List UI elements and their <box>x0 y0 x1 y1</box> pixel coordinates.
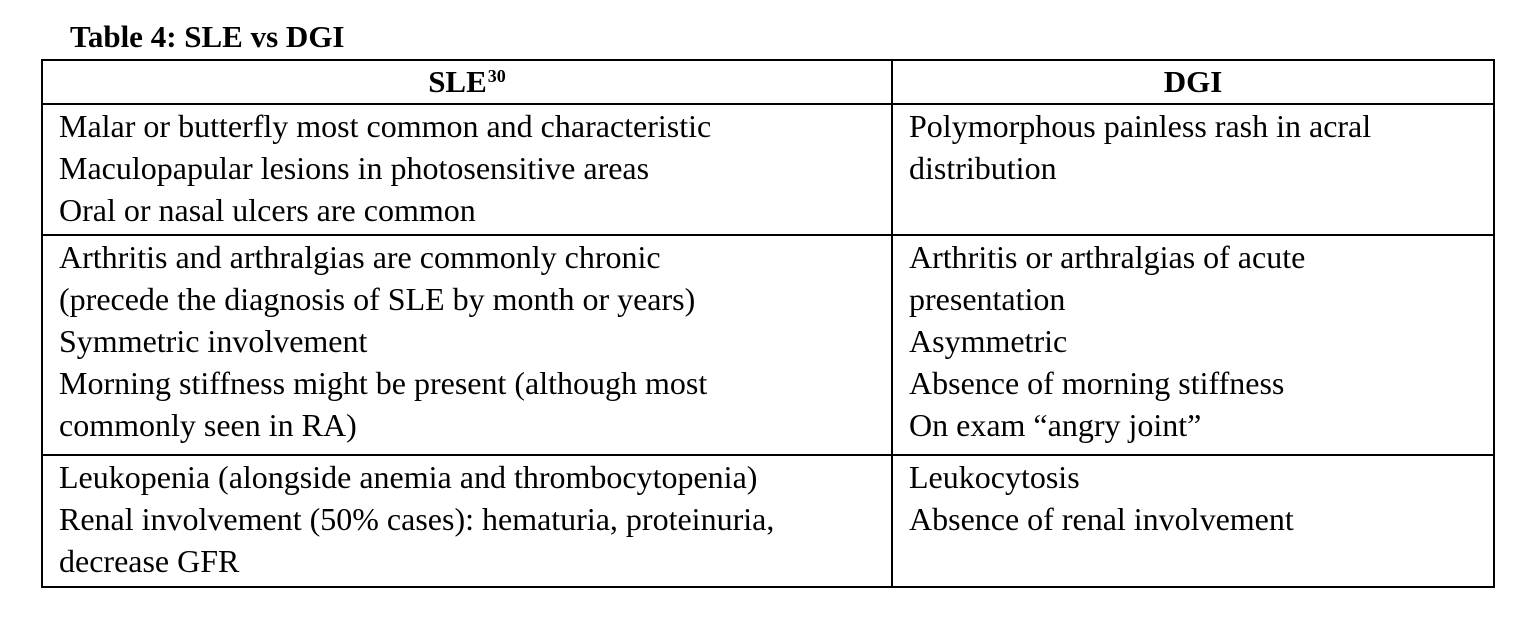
cell-line: Asymmetric <box>909 323 1068 359</box>
table-row-skin <box>42 104 1494 235</box>
cell-line: Arthritis or arthralgias of acute <box>909 239 1306 275</box>
column-header-dgi-label: DGI <box>1163 64 1223 99</box>
cell-line: Absence of morning stiffness <box>909 365 1285 401</box>
cell-line: Leukocytosis <box>909 459 1080 495</box>
cell-line: distribution <box>909 150 1057 186</box>
cell-line: On exam “angry joint” <box>909 407 1202 443</box>
cell-line: Leukopenia (alongside anemia and thrombocytopenia) <box>59 459 758 495</box>
reference-superscript: 30 <box>487 66 506 86</box>
cell-line: Symmetric involvement <box>59 323 368 359</box>
comparison-table <box>41 59 1495 588</box>
cell-dgi <box>892 104 1494 235</box>
table-row-labs <box>42 455 1494 587</box>
cell-line: Malar or butterfly most common and characteristic <box>59 108 712 144</box>
column-header-dgi <box>892 60 1494 104</box>
cell-line: Absence of renal involvement <box>909 501 1294 537</box>
cell-line: decrease GFR <box>59 543 240 579</box>
cell-dgi <box>892 455 1494 587</box>
column-header-sle <box>42 60 892 104</box>
cell-line: Morning stiffness might be present (although most <box>59 365 708 401</box>
cell-line: Arthritis and arthralgias are commonly chronic <box>59 239 661 275</box>
header-row <box>42 60 1494 104</box>
cell-line: commonly seen in RA) <box>59 407 357 443</box>
cell-sle <box>42 455 892 587</box>
cell-dgi <box>892 235 1494 455</box>
table-caption: Table 4: SLE vs DGI <box>70 19 345 54</box>
cell-line: presentation <box>909 281 1066 317</box>
table-row-joints <box>42 235 1494 455</box>
cell-line: Polymorphous painless rash in acral <box>909 108 1372 144</box>
cell-sle <box>42 235 892 455</box>
cell-line: Renal involvement (50% cases): hematuria, proteinuria, <box>59 501 775 537</box>
column-header-sle-label: SLE <box>428 64 487 99</box>
cell-line: Maculopapular lesions in photosensitive areas <box>59 150 650 186</box>
cell-sle <box>42 104 892 235</box>
cell-line: (precede the diagnosis of SLE by month or years) <box>59 281 696 317</box>
cell-line: Oral or nasal ulcers are common <box>59 192 476 228</box>
